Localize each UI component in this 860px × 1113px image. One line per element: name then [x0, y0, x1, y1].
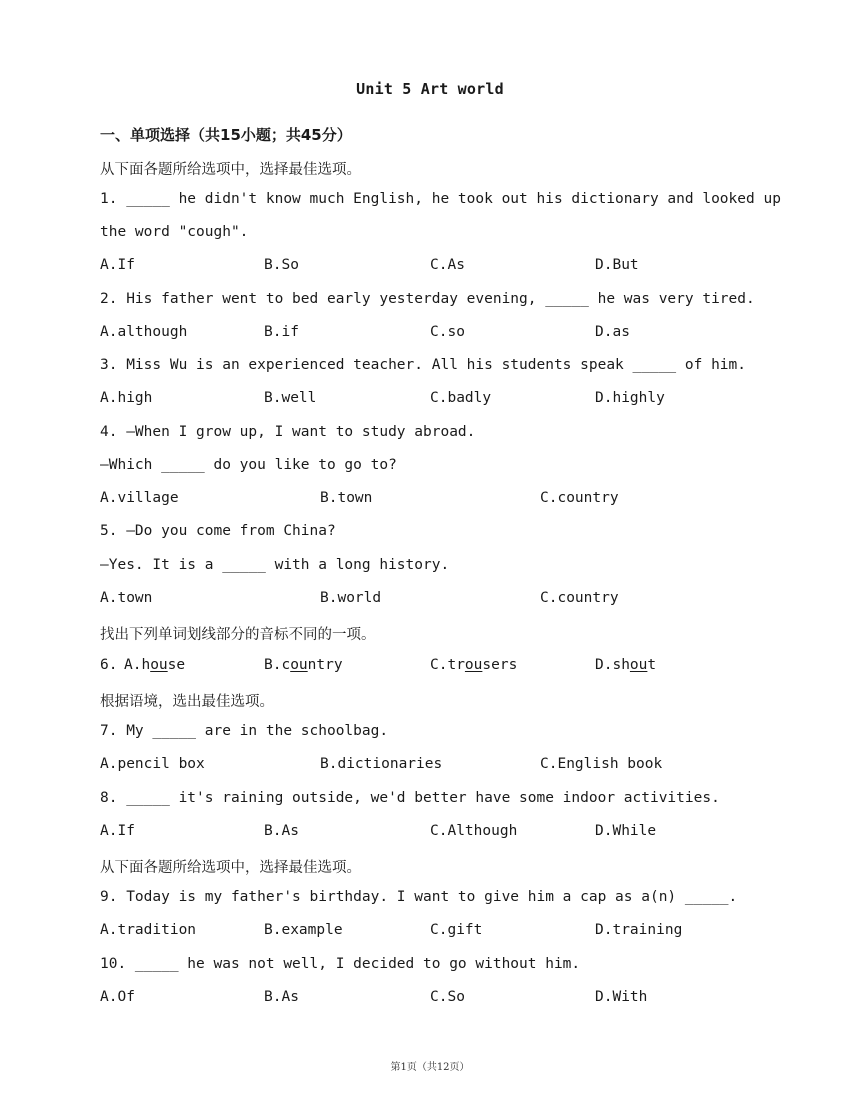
question-6-number: 6.	[100, 657, 118, 673]
instruction-2: 找出下列单词划线部分的音标不同的一项。	[100, 627, 376, 643]
question-7-option-c: C.English book	[540, 756, 663, 772]
option-a-suffix: se	[167, 657, 186, 673]
question-8-option-c: C.Although	[430, 823, 518, 839]
option-d-prefix: D.sh	[595, 657, 630, 673]
question-5-option-c: C.country	[540, 590, 619, 606]
question-2-option-a: A.although	[100, 324, 188, 340]
question-6-option-a	[124, 657, 185, 673]
question-1-line-1: 1. _____ he didn't know much English, he took out his dictionary and looked up	[100, 191, 781, 207]
question-2-option-c: C.so	[430, 324, 465, 340]
question-5-line-1: 5. —Do you come from China?	[100, 523, 336, 539]
question-4-option-b: B.town	[320, 490, 373, 506]
instruction-1: 从下面各题所给选项中，选择最佳选项。	[100, 162, 361, 178]
instruction-3: 根据语境，选出最佳选项。	[100, 694, 274, 710]
question-1-option-c: C.As	[430, 257, 465, 273]
question-10-option-a: A.Of	[100, 989, 135, 1005]
option-c-prefix: C.tr	[430, 657, 465, 673]
question-9-option-d: D.training	[595, 922, 683, 938]
question-8-option-a: A.If	[100, 823, 135, 839]
question-2-option-b: B.if	[264, 324, 299, 340]
question-4-option-a: A.village	[100, 490, 179, 506]
question-2-option-d: D.as	[595, 324, 630, 340]
instruction-4: 从下面各题所给选项中，选择最佳选项。	[100, 860, 361, 876]
question-1-line-2: the word "cough".	[100, 224, 249, 240]
option-b-suffix: ntry	[307, 657, 343, 673]
question-4-line-2: —Which _____ do you like to go to?	[100, 457, 397, 473]
question-7-line-1: 7. My _____ are in the schoolbag.	[100, 723, 389, 739]
question-6-option-b	[264, 657, 343, 673]
option-a-prefix: A.h	[124, 657, 151, 673]
question-1-option-d: D.But	[595, 257, 639, 273]
question-8-line-1: 8. _____ it's raining outside, we'd better have some indoor activities.	[100, 790, 720, 806]
question-10-option-c: C.So	[430, 989, 465, 1005]
question-7-option-b: B.dictionaries	[320, 756, 443, 772]
option-d-underlined: ou	[629, 657, 648, 673]
option-d-suffix: t	[647, 657, 657, 673]
question-10-option-d: D.With	[595, 989, 648, 1005]
question-6-option-d	[595, 657, 656, 673]
question-1-option-b: B.So	[264, 257, 299, 273]
option-b-prefix: B.c	[264, 657, 291, 673]
question-10-line-1: 10. _____ he was not well, I decided to go without him.	[100, 956, 581, 972]
question-3-option-c: C.badly	[430, 390, 492, 406]
question-9-option-c: C.gift	[430, 922, 483, 938]
question-5-line-2: —Yes. It is a _____ with a long history.	[100, 557, 450, 573]
question-3-option-a: A.high	[100, 390, 153, 406]
question-3-option-d: D.highly	[595, 390, 665, 406]
question-9-line-1: 9. Today is my father's birthday. I want to give him a cap as a(n) _____.	[100, 889, 738, 905]
question-6-option-c	[430, 657, 517, 673]
question-9-option-b: B.example	[264, 922, 343, 938]
question-3-option-b: B.well	[264, 390, 317, 406]
question-5-option-b: B.world	[320, 590, 382, 606]
question-8-option-b: B.As	[264, 823, 299, 839]
section-heading: 一、单项选择（共15小题；共45分）	[100, 126, 352, 144]
option-b-underlined: ou	[290, 657, 308, 673]
question-10-option-b: B.As	[264, 989, 299, 1005]
question-1-option-a: A.If	[100, 257, 135, 273]
question-2-line-1: 2. His father went to bed early yesterday evening, _____ he was very tired.	[100, 291, 755, 307]
question-4-line-1: 4. —When I grow up, I want to study abroad.	[100, 424, 476, 440]
question-9-option-a: A.tradition	[100, 922, 197, 938]
option-c-underlined: ou	[464, 657, 483, 673]
question-8-option-d: D.While	[595, 823, 657, 839]
option-a-underlined: ou	[150, 657, 168, 673]
page-footer: 第1页（共12页）	[390, 1062, 470, 1073]
question-4-option-c: C.country	[540, 490, 619, 506]
question-3-line-1: 3. Miss Wu is an experienced teacher. All his students speak _____ of him.	[100, 357, 747, 373]
option-c-suffix: sers	[482, 657, 518, 673]
question-7-option-a: A.pencil box	[100, 756, 205, 772]
question-5-option-a: A.town	[100, 590, 153, 606]
page-title: Unit 5 Art world	[356, 80, 504, 98]
